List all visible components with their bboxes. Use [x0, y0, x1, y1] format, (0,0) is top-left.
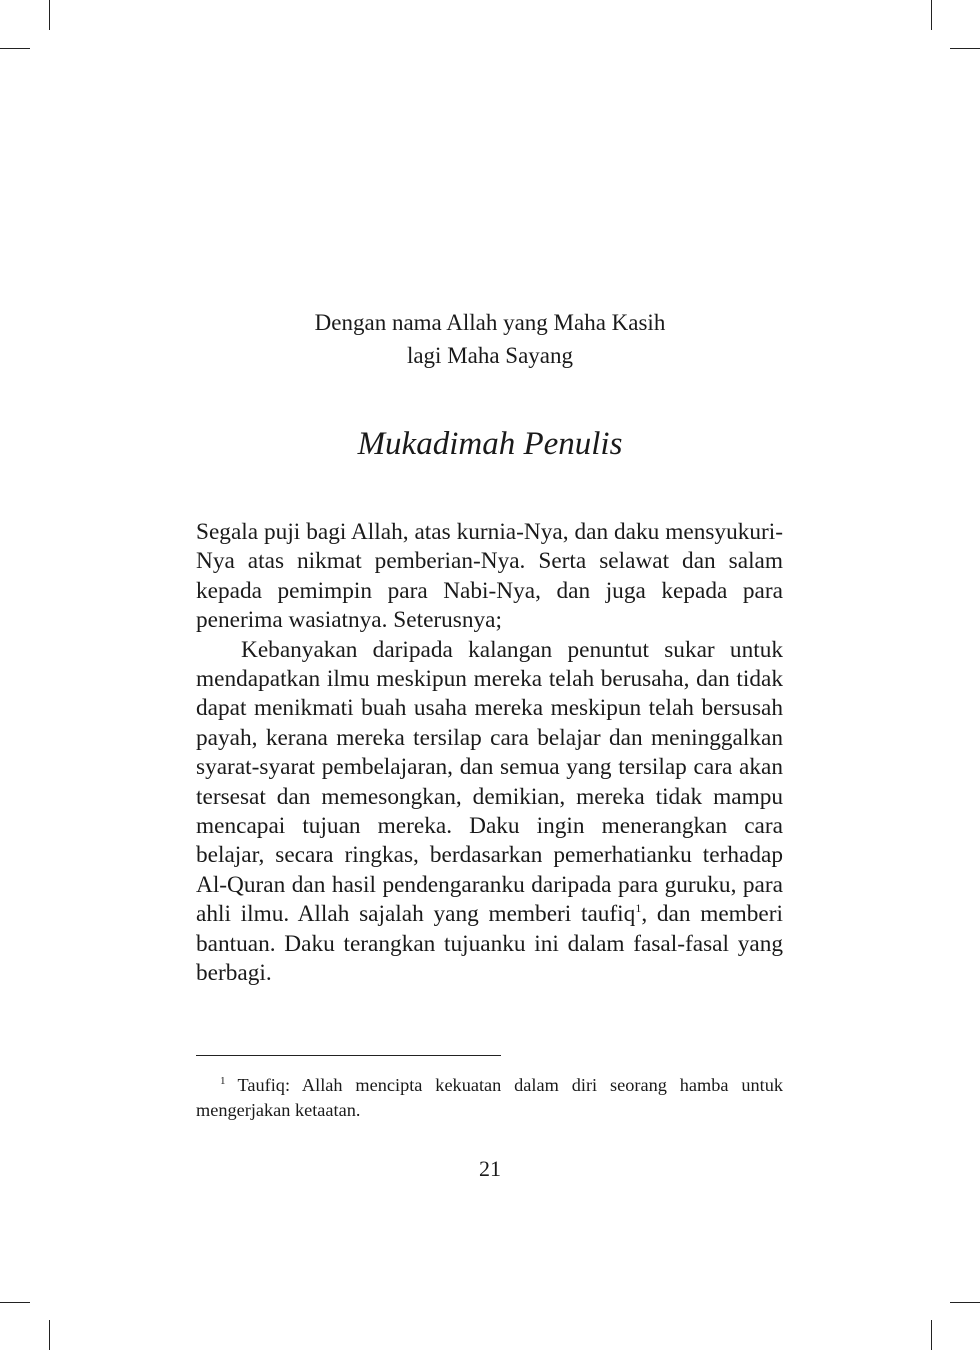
- invocation: [0, 306, 980, 372]
- crop-mark-bottom-right: [931, 1320, 932, 1350]
- footnote: [196, 1073, 783, 1123]
- crop-mark-top-left: [49, 0, 50, 30]
- invocation-line-2: lagi Maha Sayang: [406, 343, 574, 368]
- crop-mark-bottom-left: [0, 1302, 30, 1303]
- paragraph-1: Segala puji bagi Allah, atas kurnia-Nya, dan daku mensyukuri-Nya atas nikmat pemberian-Nya. Serta selawat dan salam kepada pemimpin para Nabi-Nya, dan juga kepada para penerima wasiatnya. Seterusnya;: [196, 519, 783, 634]
- footnote-marker: 1: [220, 1074, 226, 1087]
- paragraph-2-text: Kebanyakan daripada kalangan penuntut sukar untuk mendapatkan ilmu meskipun mereka telah berusaha, dan tidak dapat menikmati buah usaha mereka meskipun telah bersusah payah, kerana mereka tersilap cara belajar dan meninggalkan syarat-syarat pembelajaran, dan semua yang tersilap cara akan tersesat dan memesongkan, demikian, mereka tidak mampu mencapai tujuan mereka. Daku ingin menerangkan cara belajar, secara ringkas, berdasarkan pemerhatianku terhadap Al-Quran dan hasil pendengaranku daripada para guruku, para ahli ilmu. Allah sajalah yang memberi taufiq: [196, 636, 783, 928]
- crop-mark-top-right: [931, 0, 932, 30]
- invocation-line-1: Dengan nama Allah yang Maha Kasih: [314, 310, 666, 335]
- crop-mark-top-left: [0, 48, 30, 49]
- footnote-divider: [196, 1055, 501, 1056]
- crop-mark-bottom-right: [950, 1302, 980, 1303]
- paragraph-2-text-end: , dan memberi bantuan. Daku terangkan tujuanku ini dalam fasal-fasal yang berbagi.: [196, 901, 783, 987]
- paragraph-2: [196, 636, 783, 989]
- footnote-reference[interactable]: 1: [635, 901, 642, 916]
- page-number: 21: [479, 1156, 501, 1181]
- chapter-title: Mukadimah Penulis: [357, 426, 623, 462]
- crop-mark-bottom-left: [49, 1320, 50, 1350]
- body-text: [196, 518, 783, 989]
- footnote-text: Taufiq: Allah mencipta kekuatan dalam diri seorang hamba untuk mengerjakan ketaatan.: [196, 1075, 783, 1120]
- crop-mark-top-right: [950, 48, 980, 49]
